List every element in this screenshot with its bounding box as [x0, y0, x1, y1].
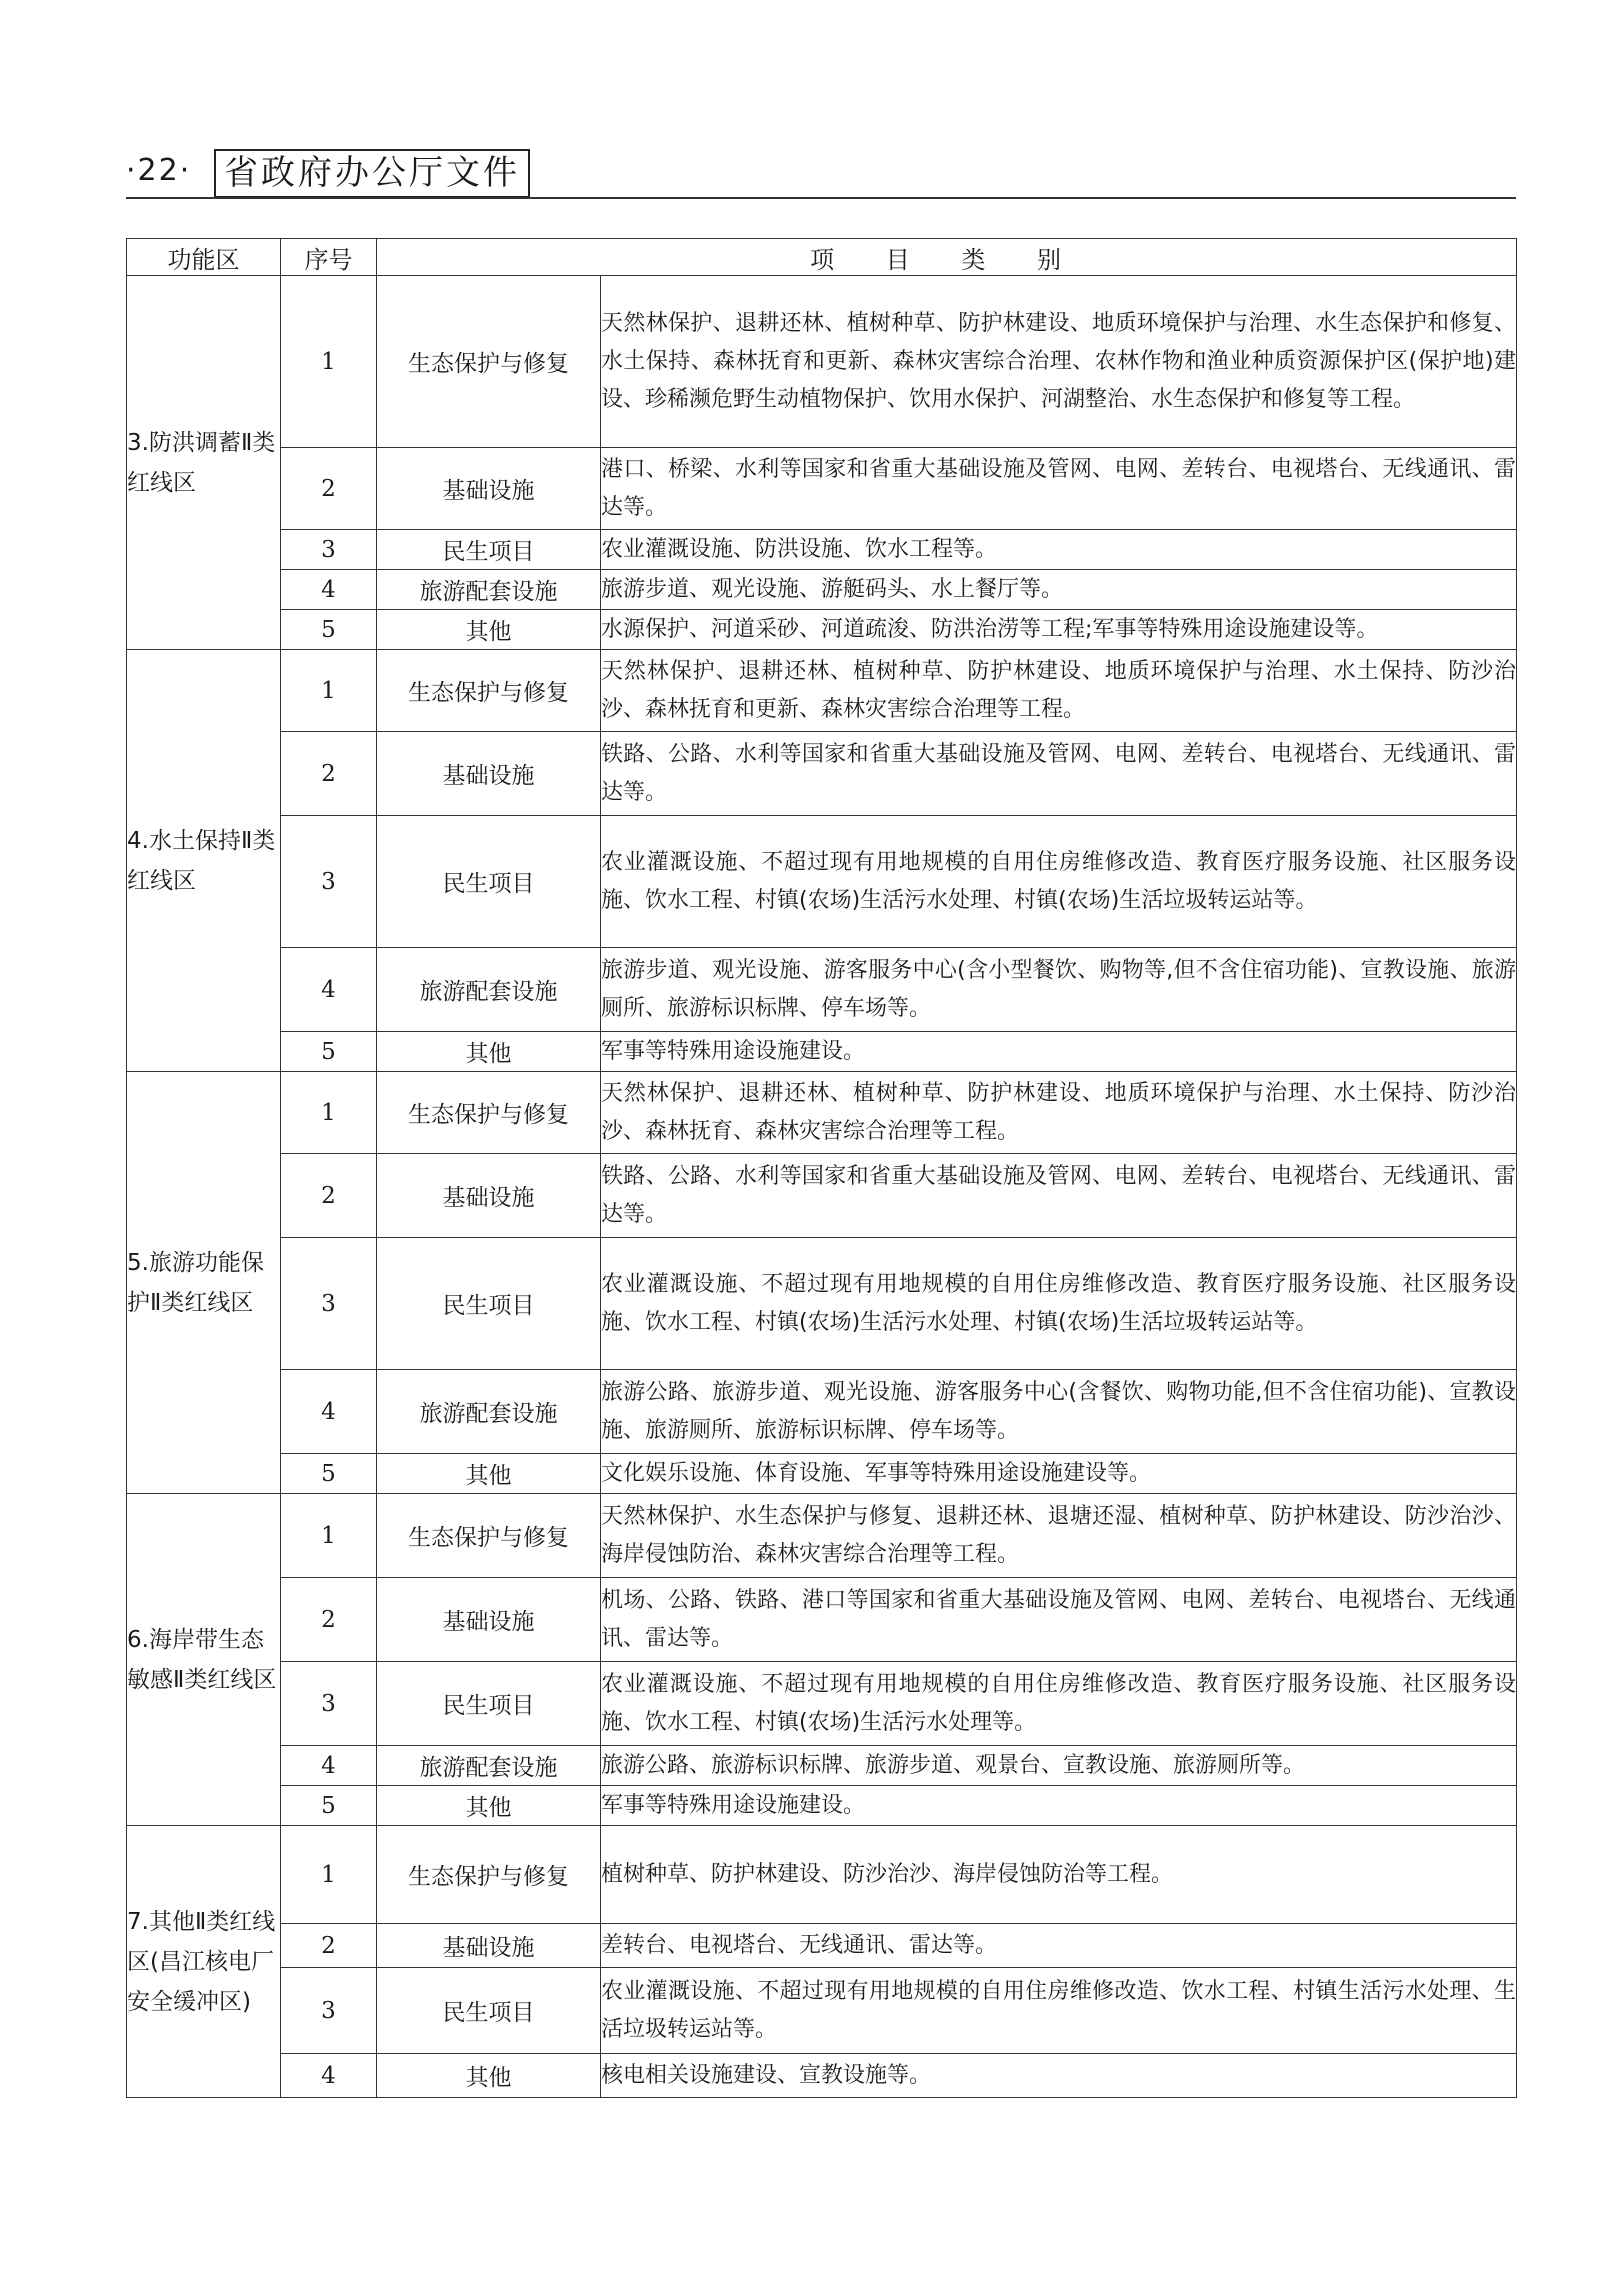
- category-name: 其他: [377, 1786, 601, 1826]
- header-zone: 功能区: [127, 239, 281, 276]
- category-description: 旅游步道、观光设施、游客服务中心(含小型餐饮、购物等,但不含住宿功能)、宣教设施、旅游厕所、旅游标识标牌、停车场等。: [601, 948, 1517, 1032]
- row-number: 4: [281, 1370, 377, 1454]
- row-number: 5: [281, 1454, 377, 1494]
- table-row: [127, 276, 1517, 448]
- category-name: 其他: [377, 2054, 601, 2098]
- table-row: [127, 530, 1517, 570]
- row-number: 5: [281, 1032, 377, 1072]
- table-row: [127, 650, 1517, 732]
- category-name: 民生项目: [377, 1238, 601, 1370]
- table-row: [127, 1662, 1517, 1746]
- category-description: 军事等特殊用途设施建设。: [601, 1032, 1517, 1072]
- zone-name: 6.海岸带生态敏感Ⅱ类红线区: [127, 1494, 281, 1826]
- category-description: 核电相关设施建设、宣教设施等。: [601, 2054, 1517, 2098]
- table-row: [127, 948, 1517, 1032]
- header-category: 项 目 类 别: [377, 239, 1517, 276]
- row-number: 1: [281, 276, 377, 448]
- row-number: 3: [281, 1662, 377, 1746]
- row-number: 3: [281, 1968, 377, 2054]
- category-name: 生态保护与修复: [377, 276, 601, 448]
- row-number: 3: [281, 1238, 377, 1370]
- zone-name: 5.旅游功能保护Ⅱ类红线区: [127, 1072, 281, 1494]
- table-row: [127, 1072, 1517, 1154]
- table-row: [127, 448, 1517, 530]
- category-name: 基础设施: [377, 732, 601, 816]
- row-number: 2: [281, 732, 377, 816]
- category-description: 植树种草、防护林建设、防沙治沙、海岸侵蚀防治等工程。: [601, 1826, 1517, 1924]
- table-row: [127, 732, 1517, 816]
- row-number: 4: [281, 570, 377, 610]
- table-header-row: [127, 239, 1517, 276]
- category-name: 民生项目: [377, 1968, 601, 2054]
- table-row: [127, 610, 1517, 650]
- table-row: [127, 570, 1517, 610]
- category-description: 天然林保护、水生态保护与修复、退耕还林、退塘还湿、植树种草、防护林建设、防沙治沙、海岸侵蚀防治、森林灾害综合治理等工程。: [601, 1494, 1517, 1578]
- category-name: 其他: [377, 1454, 601, 1494]
- table-row: [127, 1370, 1517, 1454]
- header-rule: [126, 197, 1516, 199]
- category-name: 基础设施: [377, 1924, 601, 1968]
- category-name: 民生项目: [377, 1662, 601, 1746]
- category-description: 天然林保护、退耕还林、植树种草、防护林建设、地质环境保护与治理、水土保持、防沙治沙、森林抚育、森林灾害综合治理等工程。: [601, 1072, 1517, 1154]
- category-name: 旅游配套设施: [377, 1370, 601, 1454]
- row-number: 2: [281, 1578, 377, 1662]
- zone-name: 3.防洪调蓄Ⅱ类红线区: [127, 276, 281, 650]
- page-header: [126, 145, 1516, 197]
- category-description: 农业灌溉设施、防洪设施、饮水工程等。: [601, 530, 1517, 570]
- table-row: [127, 1154, 1517, 1238]
- category-description: 农业灌溉设施、不超过现有用地规模的自用住房维修改造、饮水工程、村镇生活污水处理、生活垃圾转运站等。: [601, 1968, 1517, 2054]
- document-title: 省政府办公厅文件: [214, 149, 530, 198]
- table-row: [127, 1826, 1517, 1924]
- row-number: 4: [281, 2054, 377, 2098]
- category-description: 文化娱乐设施、体育设施、军事等特殊用途设施建设等。: [601, 1454, 1517, 1494]
- table-row: [127, 1924, 1517, 1968]
- category-name: 基础设施: [377, 448, 601, 530]
- row-number: 2: [281, 1154, 377, 1238]
- category-description: 水源保护、河道采砂、河道疏浚、防洪治涝等工程;军事等特殊用途设施建设等。: [601, 610, 1517, 650]
- table-row: [127, 1968, 1517, 2054]
- row-number: 1: [281, 650, 377, 732]
- category-description: 铁路、公路、水利等国家和省重大基础设施及管网、电网、差转台、电视塔台、无线通讯、雷达等。: [601, 732, 1517, 816]
- category-description: 旅游公路、旅游标识标牌、旅游步道、观景台、宣教设施、旅游厕所等。: [601, 1746, 1517, 1786]
- row-number: 4: [281, 948, 377, 1032]
- category-name: 旅游配套设施: [377, 1746, 601, 1786]
- category-description: 军事等特殊用途设施建设。: [601, 1786, 1517, 1826]
- row-number: 1: [281, 1072, 377, 1154]
- zone-name: 7.其他Ⅱ类红线区(昌江核电厂安全缓冲区): [127, 1826, 281, 2098]
- category-name: 民生项目: [377, 530, 601, 570]
- category-description: 机场、公路、铁路、港口等国家和省重大基础设施及管网、电网、差转台、电视塔台、无线通讯、雷达等。: [601, 1578, 1517, 1662]
- category-description: 旅游步道、观光设施、游艇码头、水上餐厅等。: [601, 570, 1517, 610]
- row-number: 1: [281, 1826, 377, 1924]
- zone-name: 4.水土保持Ⅱ类红线区: [127, 650, 281, 1072]
- category-name: 民生项目: [377, 816, 601, 948]
- table-row: [127, 1032, 1517, 1072]
- category-description: 农业灌溉设施、不超过现有用地规模的自用住房维修改造、教育医疗服务设施、社区服务设施、饮水工程、村镇(农场)生活污水处理等。: [601, 1662, 1517, 1746]
- table-row: [127, 1786, 1517, 1826]
- table-row: [127, 1454, 1517, 1494]
- table-row: [127, 1238, 1517, 1370]
- row-number: 5: [281, 610, 377, 650]
- table-body: [127, 276, 1517, 2098]
- table-row: [127, 2054, 1517, 2098]
- row-number: 5: [281, 1786, 377, 1826]
- row-number: 4: [281, 1746, 377, 1786]
- category-name: 基础设施: [377, 1154, 601, 1238]
- table-row: [127, 1578, 1517, 1662]
- row-number: 2: [281, 1924, 377, 1968]
- category-name: 旅游配套设施: [377, 948, 601, 1032]
- category-name: 生态保护与修复: [377, 1072, 601, 1154]
- category-description: 铁路、公路、水利等国家和省重大基础设施及管网、电网、差转台、电视塔台、无线通讯、雷达等。: [601, 1154, 1517, 1238]
- row-number: 3: [281, 816, 377, 948]
- row-number: 1: [281, 1494, 377, 1578]
- table-row: [127, 1746, 1517, 1786]
- category-description: 天然林保护、退耕还林、植树种草、防护林建设、地质环境保护与治理、水生态保护和修复、水土保持、森林抚育和更新、森林灾害综合治理、农林作物和渔业种质资源保护区(保护地)建设、珍稀濒危野生动植物保护、饮用水保护、河湖整治、水生态保护和修复等工程。: [601, 276, 1517, 448]
- category-name: 其他: [377, 610, 601, 650]
- category-name: 基础设施: [377, 1578, 601, 1662]
- header-number: 序号: [281, 239, 377, 276]
- category-description: 旅游公路、旅游步道、观光设施、游客服务中心(含餐饮、购物功能,但不含住宿功能)、宣教设施、旅游厕所、旅游标识标牌、停车场等。: [601, 1370, 1517, 1454]
- category-description: 天然林保护、退耕还林、植树种草、防护林建设、地质环境保护与治理、水土保持、防沙治沙、森林抚育和更新、森林灾害综合治理等工程。: [601, 650, 1517, 732]
- category-description: 农业灌溉设施、不超过现有用地规模的自用住房维修改造、教育医疗服务设施、社区服务设施、饮水工程、村镇(农场)生活污水处理、村镇(农场)生活垃圾转运站等。: [601, 1238, 1517, 1370]
- category-description: 农业灌溉设施、不超过现有用地规模的自用住房维修改造、教育医疗服务设施、社区服务设施、饮水工程、村镇(农场)生活污水处理、村镇(农场)生活垃圾转运站等。: [601, 816, 1517, 948]
- category-description: 差转台、电视塔台、无线通讯、雷达等。: [601, 1924, 1517, 1968]
- category-name: 生态保护与修复: [377, 1826, 601, 1924]
- category-name: 生态保护与修复: [377, 1494, 601, 1578]
- row-number: 3: [281, 530, 377, 570]
- category-description: 港口、桥梁、水利等国家和省重大基础设施及管网、电网、差转台、电视塔台、无线通讯、雷达等。: [601, 448, 1517, 530]
- row-number: 2: [281, 448, 377, 530]
- table-row: [127, 816, 1517, 948]
- page-number: ·22·: [126, 153, 192, 188]
- category-name: 旅游配套设施: [377, 570, 601, 610]
- table-row: [127, 1494, 1517, 1578]
- category-name: 生态保护与修复: [377, 650, 601, 732]
- category-name: 其他: [377, 1032, 601, 1072]
- function-zone-table: [126, 238, 1517, 2098]
